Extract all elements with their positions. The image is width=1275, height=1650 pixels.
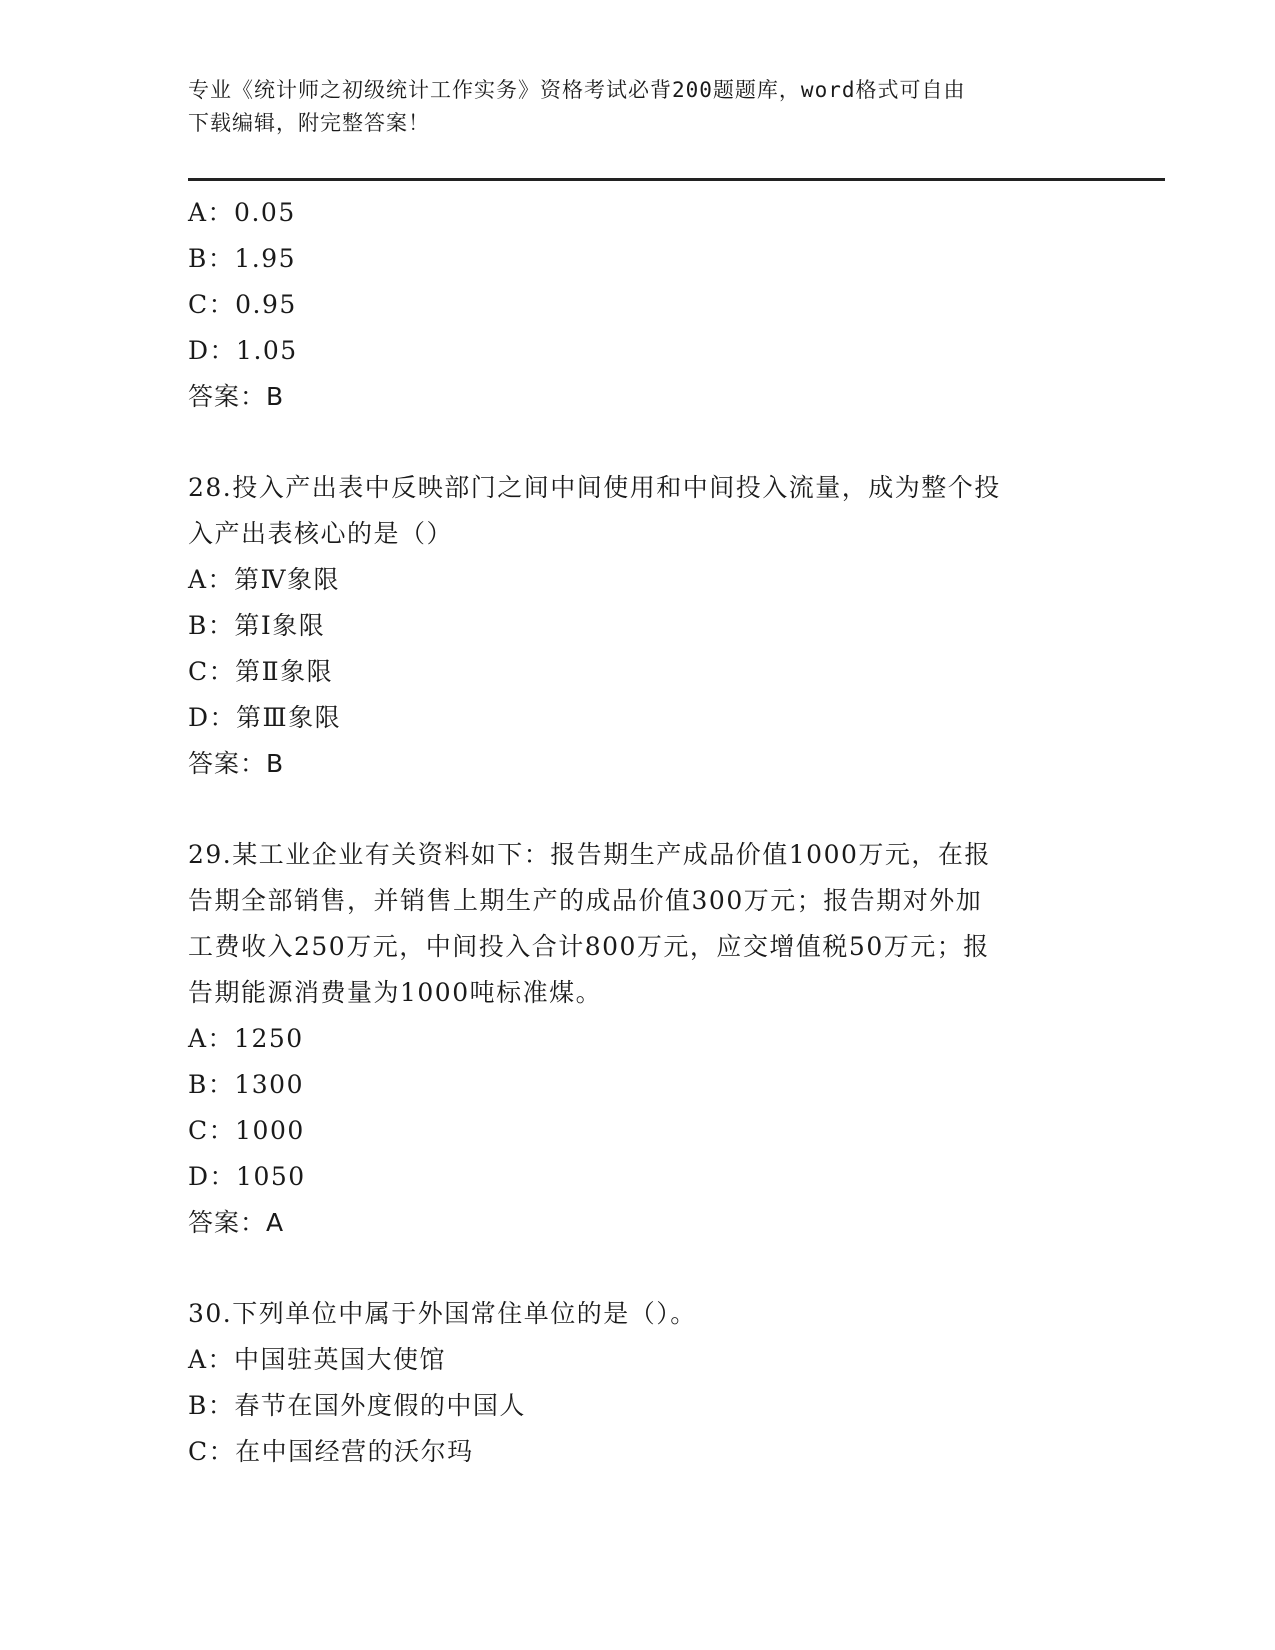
question-stem: 入产出表核心的是（） [188, 519, 454, 548]
option-a: A：中国驻英国大使馆 [188, 1345, 447, 1374]
option-b: B：春节在国外度假的中国人 [188, 1391, 526, 1420]
option-b: B：第Ⅰ象限 [188, 611, 326, 640]
option-c: C：1000 [188, 1116, 305, 1145]
question-stem: 29.某工业企业有关资料如下：报告期生产成品价值1000万元，在报 [188, 840, 991, 869]
answer-line: 答案：A [188, 1208, 285, 1237]
question-list [188, 190, 1088, 1475]
question-block [188, 190, 1088, 420]
option-a: A：1250 [188, 1024, 304, 1053]
option-c: C：在中国经营的沃尔玛 [188, 1437, 474, 1466]
document-header [188, 74, 1088, 140]
option-d: D：1050 [188, 1162, 306, 1191]
answer-line: 答案：B [188, 382, 285, 411]
option-c: C：0.95 [188, 290, 297, 319]
header-line: 专业《统计师之初级统计工作实务》资格考试必背200题题库，word格式可自由 [188, 78, 966, 102]
option-d: D：第Ⅲ象限 [188, 703, 342, 732]
option-a: A：第Ⅳ象限 [188, 565, 341, 594]
question-stem: 工费收入250万元，中间投入合计800万元，应交增值税50万元；报 [188, 932, 990, 961]
question-stem: 告期能源消费量为1000吨标准煤。 [188, 978, 603, 1007]
question-stem: 告期全部销售，并销售上期生产的成品价值300万元；报告期对外加 [188, 886, 983, 915]
question-stem: 28.投入产出表中反映部门之间中间使用和中间投入流量，成为整个投 [188, 473, 1001, 502]
question-block [188, 832, 1088, 1246]
question-block [188, 465, 1088, 787]
option-b: B：1.95 [188, 244, 297, 273]
header-line: 下载编辑，附完整答案！ [188, 111, 430, 135]
option-d: D：1.05 [188, 336, 298, 365]
question-stem: 30.下列单位中属于外国常住单位的是（）。 [188, 1299, 697, 1328]
option-b: B：1300 [188, 1070, 304, 1099]
option-c: C：第Ⅱ象限 [188, 657, 334, 686]
option-a: A：0.05 [188, 198, 296, 227]
question-block [188, 1291, 1088, 1475]
header-divider [188, 178, 1165, 181]
answer-line: 答案：B [188, 749, 285, 778]
